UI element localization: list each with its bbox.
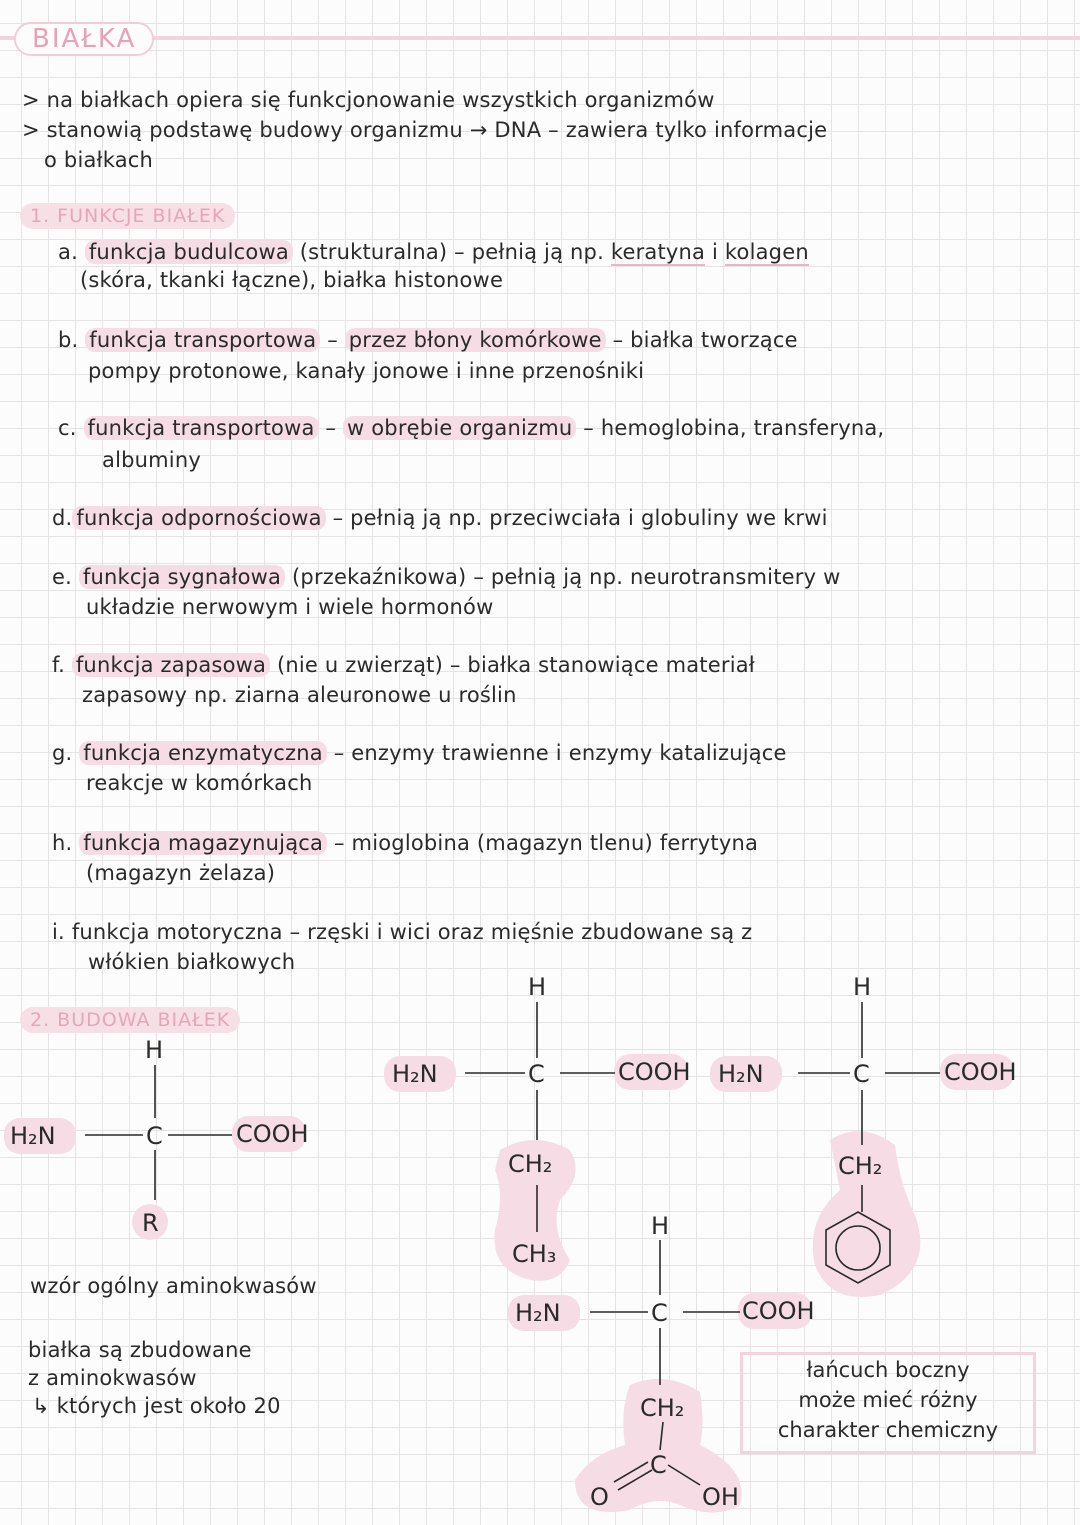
function-term: funkcja enzymatyczna xyxy=(79,741,327,765)
item-letter: b. xyxy=(58,328,79,352)
intro-line: o białkach xyxy=(44,148,154,172)
amine-group: H₂N xyxy=(718,1060,764,1088)
function-item-f-cont: zapasowy np. ziarna aleuronowe u roślin xyxy=(82,683,517,707)
amine-group: H₂N xyxy=(515,1299,561,1327)
function-term: funkcja sygnałowa xyxy=(79,565,285,589)
ch3-group: CH₃ xyxy=(512,1240,557,1268)
function-text: – xyxy=(320,328,345,352)
function-item-c-cont: albuminy xyxy=(102,448,201,472)
function-text: – xyxy=(318,416,343,440)
function-text: (strukturalna) – pełnią ją np. xyxy=(292,240,611,264)
item-letter: d. xyxy=(52,506,73,530)
box-line: łańcuch boczny xyxy=(806,1358,970,1382)
item-letter: e. xyxy=(52,565,72,589)
atom-h: H xyxy=(528,973,547,1001)
function-item-e-cont: układzie nerwowym i wiele hormonów xyxy=(86,595,494,619)
hydroxyl-group: OH xyxy=(702,1483,739,1511)
item-letter: i. xyxy=(52,920,65,944)
intro-line: > stanowią podstawę budowy organizmu → DNA – zawiera tylko informacje xyxy=(22,118,828,142)
note-line: ↳ których jest około 20 xyxy=(32,1394,281,1418)
note-line: z aminokwasów xyxy=(28,1366,197,1390)
atom-c: C xyxy=(853,1060,870,1088)
function-term: funkcja budulcowa xyxy=(85,240,293,264)
function-text: – hemoglobina, transferyna, xyxy=(576,416,885,440)
function-text: i xyxy=(705,240,725,264)
amine-group: H₂N xyxy=(10,1122,56,1150)
atom-h: H xyxy=(853,973,872,1001)
function-text: – mioglobina (magazyn tlenu) ferrytyna xyxy=(327,831,759,855)
function-text: – rzęski i wici oraz mięśnie zbudowane są z xyxy=(282,920,753,944)
page-title: BIAŁKA xyxy=(14,22,154,56)
function-term: funkcja odpornościowa xyxy=(72,506,325,530)
section-heading-functions: 1. FUNKCJE BIAŁEK xyxy=(20,203,235,229)
example-collagen: kolagen xyxy=(724,240,809,264)
note-line: białka są zbudowane xyxy=(28,1338,252,1362)
function-text: (przekaźnikowa) – pełnią ją np. neurotransmitery w xyxy=(285,565,841,589)
side-chain-r: R xyxy=(142,1209,159,1237)
ch2-group: CH₂ xyxy=(838,1152,883,1180)
item-letter: a. xyxy=(58,240,78,264)
function-text: (nie u zwierząt) – białka stanowiące materiał xyxy=(270,653,755,677)
intro-line: > na białkach opiera się funkcjonowanie wszystkich organizmów xyxy=(22,88,715,112)
carboxyl-group: COOH xyxy=(742,1297,815,1325)
function-text: – białka tworzące xyxy=(605,328,798,352)
carboxyl-group: COOH xyxy=(618,1058,691,1086)
function-term: funkcja motoryczna xyxy=(71,920,283,944)
box-line: charakter chemiczny xyxy=(777,1418,999,1442)
carboxyl-group: COOH xyxy=(944,1058,1017,1086)
atom-c: C xyxy=(146,1122,163,1150)
function-term: funkcja transportowa xyxy=(84,416,319,440)
function-term: funkcja zapasowa xyxy=(72,653,270,677)
ch2-group: CH₂ xyxy=(640,1394,685,1422)
function-text: – enzymy trawienne i enzymy katalizujące xyxy=(326,741,787,765)
function-item-b-cont: pompy protonowe, kanały jonowe i inne przenośniki xyxy=(88,359,645,383)
item-letter: g. xyxy=(52,741,73,765)
function-text: – pełnią ją np. przeciwciała i globuliny we krwi xyxy=(325,506,828,530)
ch2-group: CH₂ xyxy=(508,1150,553,1178)
atom-o: O xyxy=(590,1483,609,1511)
function-term: funkcja magazynująca xyxy=(79,831,327,855)
amine-group: H₂N xyxy=(392,1060,438,1088)
function-item-a-cont: (skóra, tkanki łączne), białka histonowe xyxy=(80,268,504,292)
function-term: funkcja transportowa xyxy=(85,328,320,352)
function-term: w obrębie organizmu xyxy=(343,416,576,440)
function-item-i-cont: włókien białkowych xyxy=(88,950,296,974)
item-letter: h. xyxy=(52,831,73,855)
general-formula-caption: wzór ogólny aminokwasów xyxy=(30,1274,317,1298)
section-heading-structure: 2. BUDOWA BIAŁEK xyxy=(20,1007,240,1033)
atom-h: H xyxy=(145,1036,164,1064)
atom-c: C xyxy=(650,1451,667,1479)
box-line: może mieć różny xyxy=(798,1388,978,1412)
item-letter: f. xyxy=(52,653,65,677)
atom-h: H xyxy=(651,1212,670,1240)
function-item-h-cont: (magazyn żelaza) xyxy=(86,861,276,885)
side-chain-note-box xyxy=(740,1352,1036,1454)
item-letter: c. xyxy=(58,416,77,440)
atom-c: C xyxy=(528,1060,545,1088)
function-term: przez błony komórkowe xyxy=(345,328,606,352)
carboxyl-group: COOH xyxy=(236,1120,309,1148)
example-keratin: keratyna xyxy=(610,240,706,264)
function-item-g-cont: reakcje w komórkach xyxy=(86,771,313,795)
atom-c: C xyxy=(651,1299,668,1327)
